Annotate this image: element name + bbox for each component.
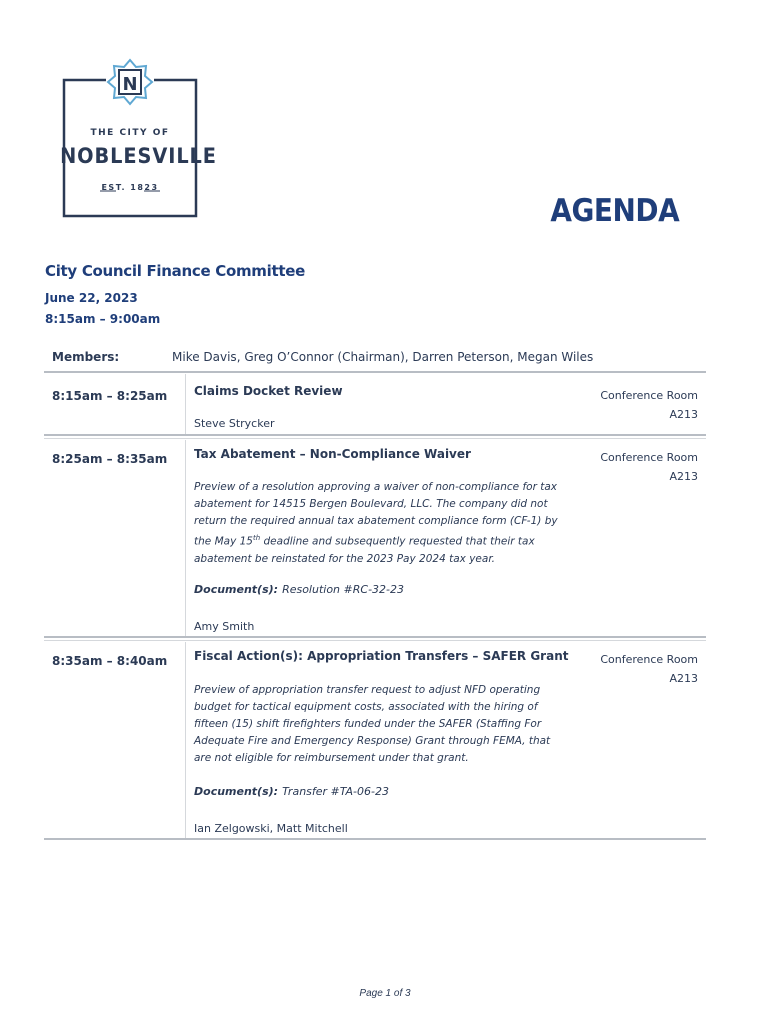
divider [44,640,706,641]
item-time: 8:35am – 8:40am [52,654,168,668]
item-documents: Document(s): Transfer #TA-06-23 [194,785,389,798]
agenda-title: AGENDA [550,193,679,229]
meeting-date: June 22, 2023 [45,291,138,305]
members-label: Members: [52,350,120,364]
page-number: Page 1 of 3 [359,988,411,999]
logo-city-name: NOBLESVILLE [60,144,217,168]
item-time: 8:25am – 8:35am [52,452,168,466]
document-link[interactable]: Resolution #RC-32-23 [282,583,405,596]
logo-frame-icon [60,58,217,218]
meeting-time: 8:15am – 9:00am [45,312,161,326]
committee-name: City Council Finance Committee [45,262,305,280]
divider [44,838,706,840]
item-room: Conference Room A213 [600,653,698,685]
logo-city-label: THE CITY OF [90,128,170,138]
item-documents: Document(s): Resolution #RC-32-23 [194,583,405,596]
column-divider [185,440,186,636]
item-description: Preview of appropriation transfer request to adjust NFD operating budget for tactical equipment costs, associated with the hiring of fifteen (15) shift firefighters funded under the SAFER (Staffing For Adequate Fire and Emergency Response) Grant through FEMA, that are not eligible for reimbursement under that grant. [194,684,551,764]
logo-est-label: EST. 1823 [101,183,159,192]
divider [44,438,706,439]
item-room: Conference Room A213 [600,389,698,421]
item-title: Tax Abatement – Non-Compliance Waiver [194,447,471,461]
item-presenter: Amy Smith [194,620,255,633]
item-title: Claims Docket Review [194,384,343,398]
item-title: Fiscal Action(s): Appropriation Transfers – SAFER Grant [194,649,569,663]
item-presenter: Steve Strycker [194,417,275,430]
column-divider [185,642,186,838]
svg-text:N: N [122,74,138,95]
document-link[interactable]: Transfer #TA-06-23 [282,785,389,798]
item-description: Preview of a resolution approving a waiver of non-compliance for tax abatement for 14515 Bergen Boulevard, LLC. The company did not return the required annual tax abatement compliance form (CF-1) by the May 15th deadline and subsequently requested that their tax abatement be reinstated for the 2023 Pay 2024 tax year. [194,481,558,565]
divider [44,636,706,638]
divider [44,371,706,373]
item-time: 8:15am – 8:25am [52,389,168,403]
members-value: Mike Davis, Greg O’Connor (Chairman), Darren Peterson, Megan Wiles [172,350,594,364]
item-presenter: Ian Zelgowski, Matt Mitchell [194,822,348,835]
item-room: Conference Room A213 [600,451,698,483]
city-logo [60,58,217,218]
column-divider [185,374,186,434]
divider [44,434,706,436]
